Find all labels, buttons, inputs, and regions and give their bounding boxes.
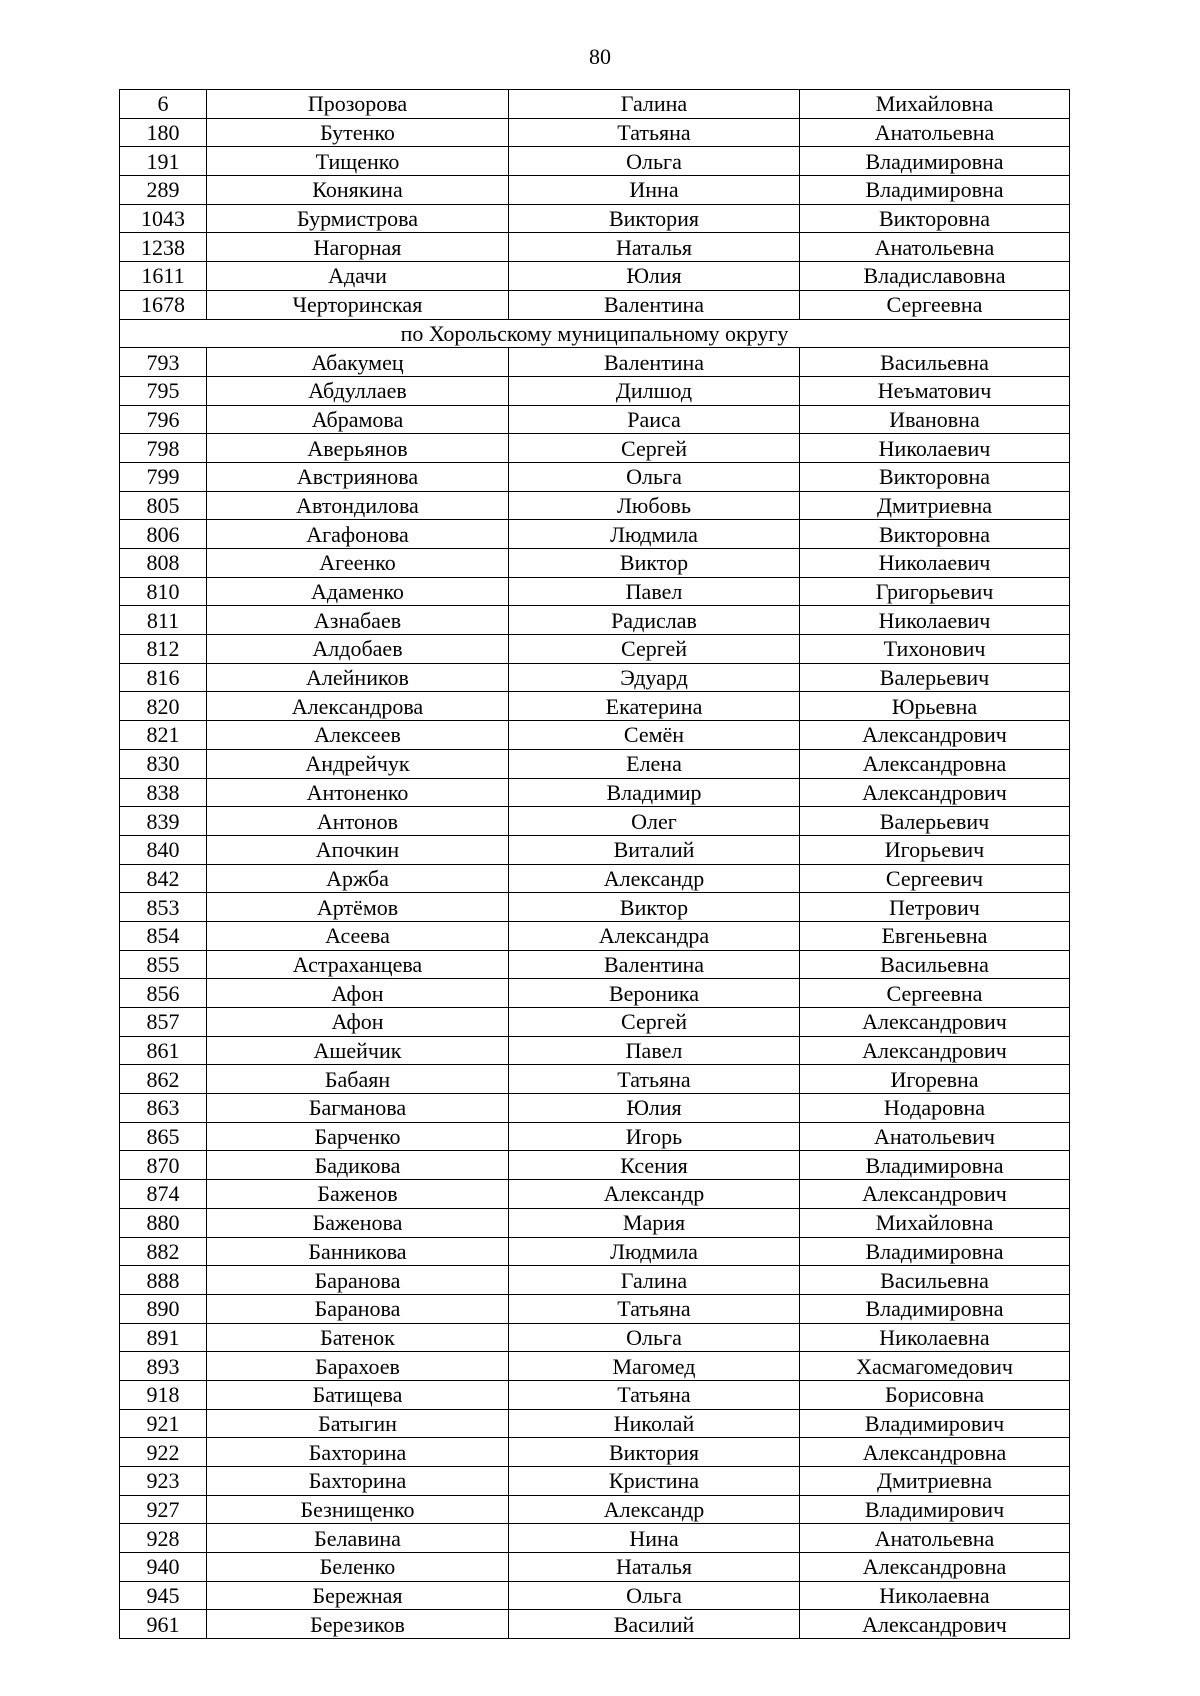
last-name-cell: Артёмов [207, 893, 509, 922]
last-name-cell: Алдобаев [207, 635, 509, 664]
last-name-cell: Нагорная [207, 233, 509, 262]
table-row [120, 835, 1070, 864]
patronymic-cell: Викторовна [800, 204, 1070, 233]
first-name-cell: Виктор [509, 893, 800, 922]
table-row [120, 1266, 1070, 1295]
last-name-cell: Абдуллаев [207, 376, 509, 405]
row-number-cell: 855 [120, 950, 207, 979]
table-row [120, 1094, 1070, 1123]
patronymic-cell: Хасмагомедович [800, 1352, 1070, 1381]
patronymic-cell: Викторовна [800, 520, 1070, 549]
first-name-cell: Ольга [509, 147, 800, 176]
row-number-cell: 880 [120, 1208, 207, 1237]
first-name-cell: Инна [509, 176, 800, 205]
patronymic-cell: Владимировна [800, 1294, 1070, 1323]
last-name-cell: Белавина [207, 1524, 509, 1553]
first-name-cell: Павел [509, 1036, 800, 1065]
row-number-cell: 870 [120, 1151, 207, 1180]
first-name-cell: Вероника [509, 979, 800, 1008]
last-name-cell: Бережная [207, 1581, 509, 1610]
row-number-cell: 811 [120, 606, 207, 635]
table-row [120, 1352, 1070, 1381]
row-number-cell: 798 [120, 434, 207, 463]
patronymic-cell: Анатольевич [800, 1122, 1070, 1151]
last-name-cell: Абакумец [207, 348, 509, 377]
row-number-cell: 865 [120, 1122, 207, 1151]
last-name-cell: Ашейчик [207, 1036, 509, 1065]
patronymic-cell: Сергеевна [800, 290, 1070, 319]
first-name-cell: Владимир [509, 778, 800, 807]
first-name-cell: Галина [509, 1266, 800, 1295]
row-number-cell: 927 [120, 1495, 207, 1524]
row-number-cell: 857 [120, 1008, 207, 1037]
row-number-cell: 796 [120, 405, 207, 434]
row-number-cell: 830 [120, 749, 207, 778]
table-row [120, 1610, 1070, 1639]
row-number-cell: 180 [120, 118, 207, 147]
first-name-cell: Сергей [509, 635, 800, 664]
first-name-cell: Валентина [509, 290, 800, 319]
last-name-cell: Бутенко [207, 118, 509, 147]
roster-table [119, 89, 1070, 1639]
table-row [120, 1036, 1070, 1065]
patronymic-cell: Александровна [800, 1553, 1070, 1582]
row-number-cell: 863 [120, 1094, 207, 1123]
row-number-cell: 961 [120, 1610, 207, 1639]
row-number-cell: 940 [120, 1553, 207, 1582]
patronymic-cell: Владиславовна [800, 262, 1070, 291]
patronymic-cell: Анатольевна [800, 118, 1070, 147]
table-row [120, 118, 1070, 147]
table-row [120, 233, 1070, 262]
last-name-cell: Алексеев [207, 721, 509, 750]
patronymic-cell: Анатольевна [800, 1524, 1070, 1553]
first-name-cell: Юлия [509, 262, 800, 291]
section-heading-body [120, 319, 1070, 348]
last-name-cell: Березиков [207, 1610, 509, 1639]
patronymic-cell: Михайловна [800, 1208, 1070, 1237]
last-name-cell: Бадикова [207, 1151, 509, 1180]
row-number-cell: 882 [120, 1237, 207, 1266]
table-row [120, 491, 1070, 520]
first-name-cell: Магомед [509, 1352, 800, 1381]
table-row [120, 176, 1070, 205]
first-name-cell: Нина [509, 1524, 800, 1553]
table-row [120, 1438, 1070, 1467]
first-name-cell: Валентина [509, 348, 800, 377]
row-number-cell: 808 [120, 549, 207, 578]
row-number-cell: 6 [120, 90, 207, 119]
patronymic-cell: Васильевна [800, 950, 1070, 979]
last-name-cell: Багманова [207, 1094, 509, 1123]
row-number-cell: 923 [120, 1467, 207, 1496]
last-name-cell: Адаменко [207, 577, 509, 606]
table-row [120, 90, 1070, 119]
first-name-cell: Наталья [509, 1553, 800, 1582]
last-name-cell: Андрейчук [207, 749, 509, 778]
last-name-cell: Асеева [207, 921, 509, 950]
table-row [120, 290, 1070, 319]
patronymic-cell: Неъматович [800, 376, 1070, 405]
first-name-cell: Ольга [509, 462, 800, 491]
last-name-cell: Черторинская [207, 290, 509, 319]
table-row [120, 1524, 1070, 1553]
last-name-cell: Банникова [207, 1237, 509, 1266]
row-number-cell: 918 [120, 1380, 207, 1409]
patronymic-cell: Николаевич [800, 434, 1070, 463]
last-name-cell: Барахоев [207, 1352, 509, 1381]
patronymic-cell: Владимировна [800, 1151, 1070, 1180]
last-name-cell: Александрова [207, 692, 509, 721]
first-name-cell: Татьяна [509, 118, 800, 147]
first-name-cell: Эдуард [509, 663, 800, 692]
first-name-cell: Елена [509, 749, 800, 778]
patronymic-cell: Александровна [800, 1438, 1070, 1467]
patronymic-cell: Владимировна [800, 1237, 1070, 1266]
patronymic-cell: Александрович [800, 1036, 1070, 1065]
first-name-cell: Радислав [509, 606, 800, 635]
row-number-cell: 839 [120, 807, 207, 836]
row-number-cell: 854 [120, 921, 207, 950]
row-number-cell: 888 [120, 1266, 207, 1295]
last-name-cell: Австриянова [207, 462, 509, 491]
row-number-cell: 806 [120, 520, 207, 549]
patronymic-cell: Владимирович [800, 1409, 1070, 1438]
last-name-cell: Баранова [207, 1294, 509, 1323]
row-number-cell: 816 [120, 663, 207, 692]
table-row [120, 807, 1070, 836]
table-row [120, 462, 1070, 491]
last-name-cell: Барченко [207, 1122, 509, 1151]
last-name-cell: Абрамова [207, 405, 509, 434]
last-name-cell: Азнабаев [207, 606, 509, 635]
table-row [120, 1151, 1070, 1180]
first-name-cell: Василий [509, 1610, 800, 1639]
row-number-cell: 874 [120, 1180, 207, 1209]
table-row [120, 520, 1070, 549]
row-number-cell: 921 [120, 1409, 207, 1438]
row-number-cell: 1611 [120, 262, 207, 291]
last-name-cell: Батыгин [207, 1409, 509, 1438]
last-name-cell: Адачи [207, 262, 509, 291]
table-row [120, 1065, 1070, 1094]
first-name-cell: Павел [509, 577, 800, 606]
table-row [120, 606, 1070, 635]
patronymic-cell: Александрович [800, 721, 1070, 750]
row-number-cell: 856 [120, 979, 207, 1008]
first-name-cell: Наталья [509, 233, 800, 262]
first-name-cell: Любовь [509, 491, 800, 520]
row-number-cell: 842 [120, 864, 207, 893]
first-name-cell: Галина [509, 90, 800, 119]
patronymic-cell: Владимирович [800, 1495, 1070, 1524]
last-name-cell: Афон [207, 1008, 509, 1037]
table-row [120, 1467, 1070, 1496]
first-name-cell: Сергей [509, 1008, 800, 1037]
table-row [120, 262, 1070, 291]
table-row [120, 1380, 1070, 1409]
table-row [120, 549, 1070, 578]
section-heading: по Хорольскому муниципальному округу [120, 319, 1070, 348]
patronymic-cell: Васильевна [800, 1266, 1070, 1295]
patronymic-cell: Евгеньевна [800, 921, 1070, 950]
first-name-cell: Ксения [509, 1151, 800, 1180]
row-number-cell: 891 [120, 1323, 207, 1352]
row-number-cell: 838 [120, 778, 207, 807]
first-name-cell: Игорь [509, 1122, 800, 1151]
last-name-cell: Афон [207, 979, 509, 1008]
patronymic-cell: Валерьевич [800, 663, 1070, 692]
first-name-cell: Александр [509, 1180, 800, 1209]
patronymic-cell: Валерьевич [800, 807, 1070, 836]
patronymic-cell: Ивановна [800, 405, 1070, 434]
patronymic-cell: Борисовна [800, 1380, 1070, 1409]
last-name-cell: Бурмистрова [207, 204, 509, 233]
table-row [120, 864, 1070, 893]
patronymic-cell: Николаевна [800, 1581, 1070, 1610]
patronymic-cell: Александрович [800, 1008, 1070, 1037]
first-name-cell: Виктория [509, 1438, 800, 1467]
row-number-cell: 861 [120, 1036, 207, 1065]
section-heading-row [120, 319, 1070, 348]
last-name-cell: Агафонова [207, 520, 509, 549]
last-name-cell: Аверьянов [207, 434, 509, 463]
table-row [120, 749, 1070, 778]
patronymic-cell: Юрьевна [800, 692, 1070, 721]
first-name-cell: Николай [509, 1409, 800, 1438]
first-name-cell: Ольга [509, 1581, 800, 1610]
row-number-cell: 805 [120, 491, 207, 520]
patronymic-cell: Сергеевич [800, 864, 1070, 893]
last-name-cell: Автондилова [207, 491, 509, 520]
patronymic-cell: Дмитриевна [800, 1467, 1070, 1496]
patronymic-cell: Васильевна [800, 348, 1070, 377]
first-name-cell: Сергей [509, 434, 800, 463]
table-row [120, 1208, 1070, 1237]
last-name-cell: Бахторина [207, 1467, 509, 1496]
table-row [120, 663, 1070, 692]
last-name-cell: Апочкин [207, 835, 509, 864]
row-number-cell: 795 [120, 376, 207, 405]
last-name-cell: Бабаян [207, 1065, 509, 1094]
table-row [120, 147, 1070, 176]
table-row [120, 1180, 1070, 1209]
first-name-cell: Виктория [509, 204, 800, 233]
last-name-cell: Прозорова [207, 90, 509, 119]
row-number-cell: 812 [120, 635, 207, 664]
first-name-cell: Татьяна [509, 1065, 800, 1094]
row-number-cell: 922 [120, 1438, 207, 1467]
row-number-cell: 191 [120, 147, 207, 176]
last-name-cell: Аржба [207, 864, 509, 893]
patronymic-cell: Александрович [800, 1610, 1070, 1639]
patronymic-cell: Дмитриевна [800, 491, 1070, 520]
row-number-cell: 799 [120, 462, 207, 491]
table-row [120, 1008, 1070, 1037]
table-row [120, 204, 1070, 233]
first-name-cell: Семён [509, 721, 800, 750]
table-row [120, 376, 1070, 405]
row-number-cell: 853 [120, 893, 207, 922]
first-name-cell: Екатерина [509, 692, 800, 721]
patronymic-cell: Александрович [800, 778, 1070, 807]
table-row [120, 721, 1070, 750]
row-number-cell: 928 [120, 1524, 207, 1553]
first-name-cell: Мария [509, 1208, 800, 1237]
row-number-cell: 862 [120, 1065, 207, 1094]
first-name-cell: Олег [509, 807, 800, 836]
page-number: 80 [589, 44, 611, 69]
first-name-cell: Виталий [509, 835, 800, 864]
patronymic-cell: Сергеевна [800, 979, 1070, 1008]
table-row [120, 1323, 1070, 1352]
row-number-cell: 1238 [120, 233, 207, 262]
table-row [120, 577, 1070, 606]
table-row [120, 950, 1070, 979]
table-row [120, 1495, 1070, 1524]
patronymic-cell: Владимировна [800, 176, 1070, 205]
row-number-cell: 820 [120, 692, 207, 721]
table-row [120, 405, 1070, 434]
first-name-cell: Валентина [509, 950, 800, 979]
table-row [120, 348, 1070, 377]
last-name-cell: Беленко [207, 1553, 509, 1582]
first-name-cell: Людмила [509, 1237, 800, 1266]
patronymic-cell: Михайловна [800, 90, 1070, 119]
row-number-cell: 821 [120, 721, 207, 750]
patronymic-cell: Игорьевич [800, 835, 1070, 864]
patronymic-cell: Тихонович [800, 635, 1070, 664]
first-name-cell: Людмила [509, 520, 800, 549]
table-row [120, 1409, 1070, 1438]
row-number-cell: 1043 [120, 204, 207, 233]
row-number-cell: 893 [120, 1352, 207, 1381]
last-name-cell: Баженов [207, 1180, 509, 1209]
patronymic-cell: Викторовна [800, 462, 1070, 491]
last-name-cell: Батенок [207, 1323, 509, 1352]
patronymic-cell: Николаевич [800, 549, 1070, 578]
last-name-cell: Антоненко [207, 778, 509, 807]
first-name-cell: Татьяна [509, 1380, 800, 1409]
row-number-cell: 890 [120, 1294, 207, 1323]
table-row [120, 979, 1070, 1008]
patronymic-cell: Александрович [800, 1180, 1070, 1209]
last-name-cell: Конякина [207, 176, 509, 205]
patronymic-cell: Игоревна [800, 1065, 1070, 1094]
table-row [120, 893, 1070, 922]
first-name-cell: Кристина [509, 1467, 800, 1496]
table-row [120, 1553, 1070, 1582]
table-row [120, 1294, 1070, 1323]
last-name-cell: Безнищенко [207, 1495, 509, 1524]
last-name-cell: Баранова [207, 1266, 509, 1295]
last-name-cell: Алейников [207, 663, 509, 692]
table-row [120, 635, 1070, 664]
last-name-cell: Антонов [207, 807, 509, 836]
patronymic-cell: Александровна [800, 749, 1070, 778]
first-name-cell: Татьяна [509, 1294, 800, 1323]
patronymic-cell: Николаевна [800, 1323, 1070, 1352]
patronymic-cell: Петрович [800, 893, 1070, 922]
table-row [120, 921, 1070, 950]
table-row [120, 1237, 1070, 1266]
last-name-cell: Астраханцева [207, 950, 509, 979]
last-name-cell: Агеенко [207, 549, 509, 578]
last-name-cell: Баженова [207, 1208, 509, 1237]
last-name-cell: Батищева [207, 1380, 509, 1409]
patronymic-cell: Владимировна [800, 147, 1070, 176]
first-name-cell: Дилшод [509, 376, 800, 405]
row-number-cell: 793 [120, 348, 207, 377]
patronymic-cell: Нодаровна [800, 1094, 1070, 1123]
row-number-cell: 1678 [120, 290, 207, 319]
table-row [120, 1581, 1070, 1610]
table-row [120, 1122, 1070, 1151]
patronymic-cell: Николаевич [800, 606, 1070, 635]
table-row [120, 692, 1070, 721]
patronymic-cell: Григорьевич [800, 577, 1070, 606]
patronymic-cell: Анатольевна [800, 233, 1070, 262]
first-name-cell: Виктор [509, 549, 800, 578]
roster-body-before [120, 90, 1070, 320]
first-name-cell: Александр [509, 864, 800, 893]
first-name-cell: Раиса [509, 405, 800, 434]
row-number-cell: 840 [120, 835, 207, 864]
row-number-cell: 945 [120, 1581, 207, 1610]
first-name-cell: Юлия [509, 1094, 800, 1123]
table-row [120, 434, 1070, 463]
table-row [120, 778, 1070, 807]
first-name-cell: Александра [509, 921, 800, 950]
first-name-cell: Ольга [509, 1323, 800, 1352]
last-name-cell: Тищенко [207, 147, 509, 176]
last-name-cell: Бахторина [207, 1438, 509, 1467]
row-number-cell: 289 [120, 176, 207, 205]
row-number-cell: 810 [120, 577, 207, 606]
first-name-cell: Александр [509, 1495, 800, 1524]
roster-body-after [120, 348, 1070, 1639]
